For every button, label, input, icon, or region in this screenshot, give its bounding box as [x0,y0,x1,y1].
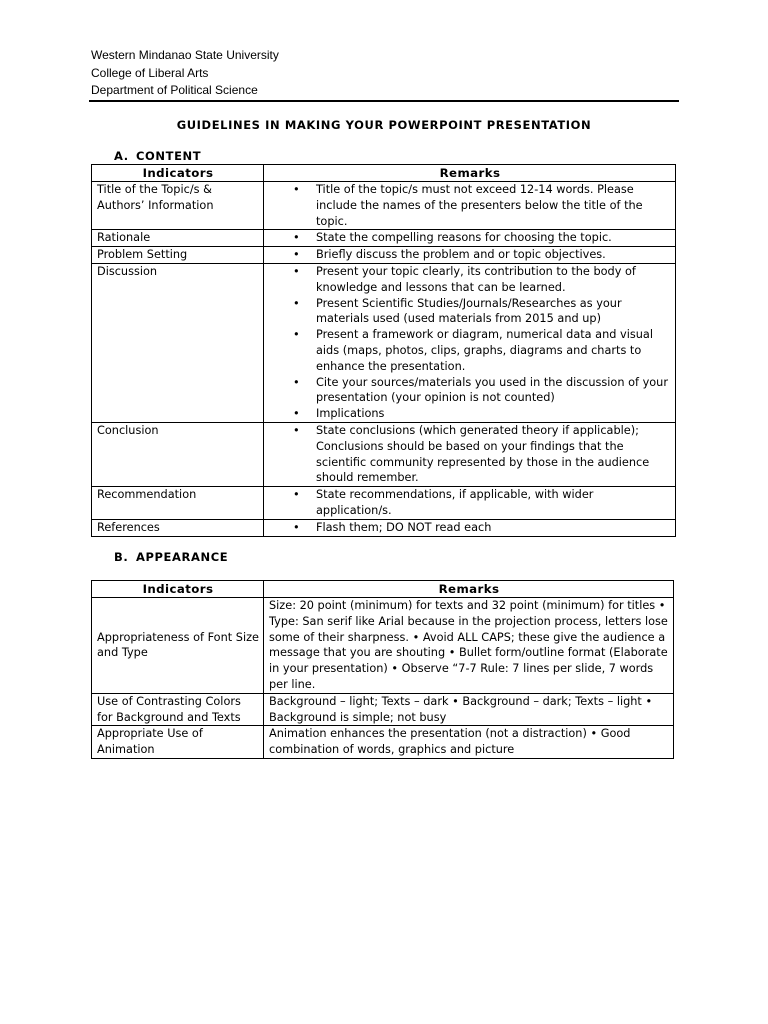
letterhead [91,47,279,100]
table-row [92,693,674,726]
table-row [92,263,676,422]
remark-bullet: • Implications [269,406,671,422]
remarks-cell [264,247,676,264]
section-b-heading [114,550,228,564]
remark-bullet: • Present a framework or diagram, numerical data and visual aids (maps, photos, clips, graphs, diagrams and charts to enhance the presentation. [269,327,671,374]
table-row [92,519,676,536]
col-indicators: Indicators [92,165,264,182]
indicator-cell: References [92,519,264,536]
table-header-row [92,581,674,598]
remark-bullet: • Briefly discuss the problem and or topic objectives. [269,247,671,263]
indicator-cell: Rationale [92,230,264,247]
remark-bullet: • Cite your sources/materials you used in the discussion of your presentation (your opinion is not counted) [269,375,671,407]
indicator-cell: Appropriateness of Font Size and Type [92,598,264,694]
remarks-cell [264,519,676,536]
document-title: GUIDELINES IN MAKING YOUR POWERPOINT PRESENTATION [176,118,592,132]
table-row [92,230,676,247]
col-remarks: Remarks [264,165,676,182]
content-table [91,164,676,537]
header-divider [89,100,679,102]
indicator-cell: Title of the Topic/s & Authors’ Information [92,182,264,230]
table-header-row [92,165,676,182]
table-row [92,487,676,520]
table-row [92,182,676,230]
table-row [92,726,674,759]
department-name: Department of Political Science [91,83,258,97]
section-b-letter: B. [114,550,129,564]
remark-bullet: • State recommendations, if applicable, with wider application/s. [269,487,671,519]
remarks-cell: Background – light; Texts – dark • Background – dark; Texts – light • Background is simple; not busy [264,693,674,726]
appearance-table [91,580,674,759]
section-a-title: CONTENT [136,149,202,163]
remark-bullet: • Flash them; DO NOT read each [269,520,671,536]
remark-bullet: • State the compelling reasons for choosing the topic. [269,230,671,246]
remarks-cell [264,487,676,520]
remarks-cell: Size: 20 point (minimum) for texts and 32 point (minimum) for titles • Type: San serif like Arial because in the projection process, letters lose some of their sharpness. • Avoid ALL CAPS; these give the audience a message that you are shouting • Bullet form/outline format (Elaborate in your presentation) • Observe “7-7 Rule: 7 lines per slide, 7 words per line. [264,598,674,694]
table-row [92,598,674,694]
remark-bullet: • Present Scientific Studies/Journals/Researches as your materials used (used materials from 2015 and up) [269,296,671,328]
col-remarks: Remarks [264,581,674,598]
indicator-cell: Discussion [92,263,264,422]
remark-bullet: • State conclusions (which generated theory if applicable); Conclusions should be based on your findings that the scientific community represented by those in the audience should remember. [269,423,671,486]
indicator-cell: Appropriate Use of Animation [92,726,264,759]
remarks-cell [264,182,676,230]
remarks-cell [264,263,676,422]
university-name: Western Mindanao State University [91,48,279,62]
college-name: College of Liberal Arts [91,65,209,80]
table-row [92,422,676,486]
remark-bullet: • Present your topic clearly, its contribution to the body of knowledge and lessons that can be learned. [269,264,671,296]
indicator-cell: Use of Contrasting Colors for Background and Texts [92,693,264,726]
table-row [92,247,676,264]
col-indicators: Indicators [92,581,264,598]
remarks-cell: Animation enhances the presentation (not a distraction) • Good combination of words, graphics and picture [264,726,674,759]
indicator-cell: Recommendation [92,487,264,520]
remark-bullet: • Title of the topic/s must not exceed 12-14 words. Please include the names of the presenters below the title of the topic. [269,182,671,229]
section-a-letter: A. [114,149,129,163]
remarks-cell [264,422,676,486]
section-a-heading [114,149,201,163]
indicator-cell: Conclusion [92,422,264,486]
section-b-title: APPEARANCE [136,550,229,564]
indicator-cell: Problem Setting [92,247,264,264]
remarks-cell [264,230,676,247]
